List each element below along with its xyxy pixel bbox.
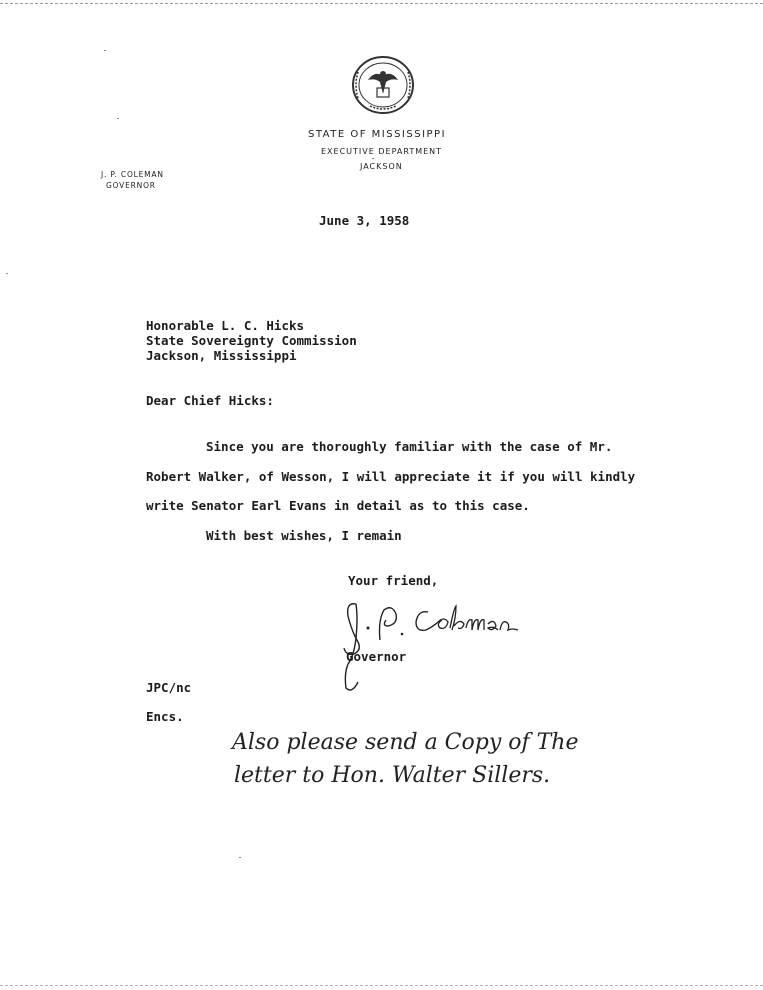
signature-title: Governor (346, 649, 407, 664)
reference-initials: JPC/nc (146, 680, 192, 695)
body-line: write Senator Earl Evans in detail as to this case. (146, 498, 530, 513)
scan-edge-top (0, 3, 763, 4)
letterhead-state: STATE OF MISSISSIPPI (308, 129, 447, 140)
scan-speck (104, 50, 106, 51)
recipient-line: Jackson, Mississippi (146, 348, 297, 363)
state-seal-icon (350, 54, 416, 116)
letterhead-city: JACKSON (360, 162, 403, 171)
letter-date: June 3, 1958 (319, 213, 410, 228)
body-line: Since you are thoroughly familiar with the case of Mr. (206, 439, 613, 454)
scan-edge-bottom (0, 985, 763, 986)
enclosures-note: Encs. (146, 709, 184, 724)
handwritten-postscript-line: letter to Hon. Walter Sillers. (234, 763, 551, 788)
scan-speck (239, 857, 241, 858)
scan-speck (117, 118, 119, 119)
closing-line: With best wishes, I remain (206, 528, 402, 543)
scan-speck (6, 273, 8, 274)
recipient-line: State Sovereignty Commission (146, 333, 357, 348)
recipient-line: Honorable L. C. Hicks (146, 318, 305, 333)
handwritten-postscript-line: Also please send a Copy of The (232, 730, 579, 755)
body-line: Robert Walker, of Wesson, I will appreciate it if you will kindly (146, 469, 636, 484)
letterhead-official-name: J. P. COLEMAN (101, 170, 164, 179)
salutation: Dear Chief Hicks: (146, 393, 274, 408)
letterhead-department: EXECUTIVE DEPARTMENT (321, 147, 443, 156)
handwritten-signature (334, 598, 524, 698)
scan-speck (372, 158, 374, 159)
letterhead-official-title: GOVERNOR (106, 181, 156, 190)
complimentary-close: Your friend, (348, 573, 439, 588)
